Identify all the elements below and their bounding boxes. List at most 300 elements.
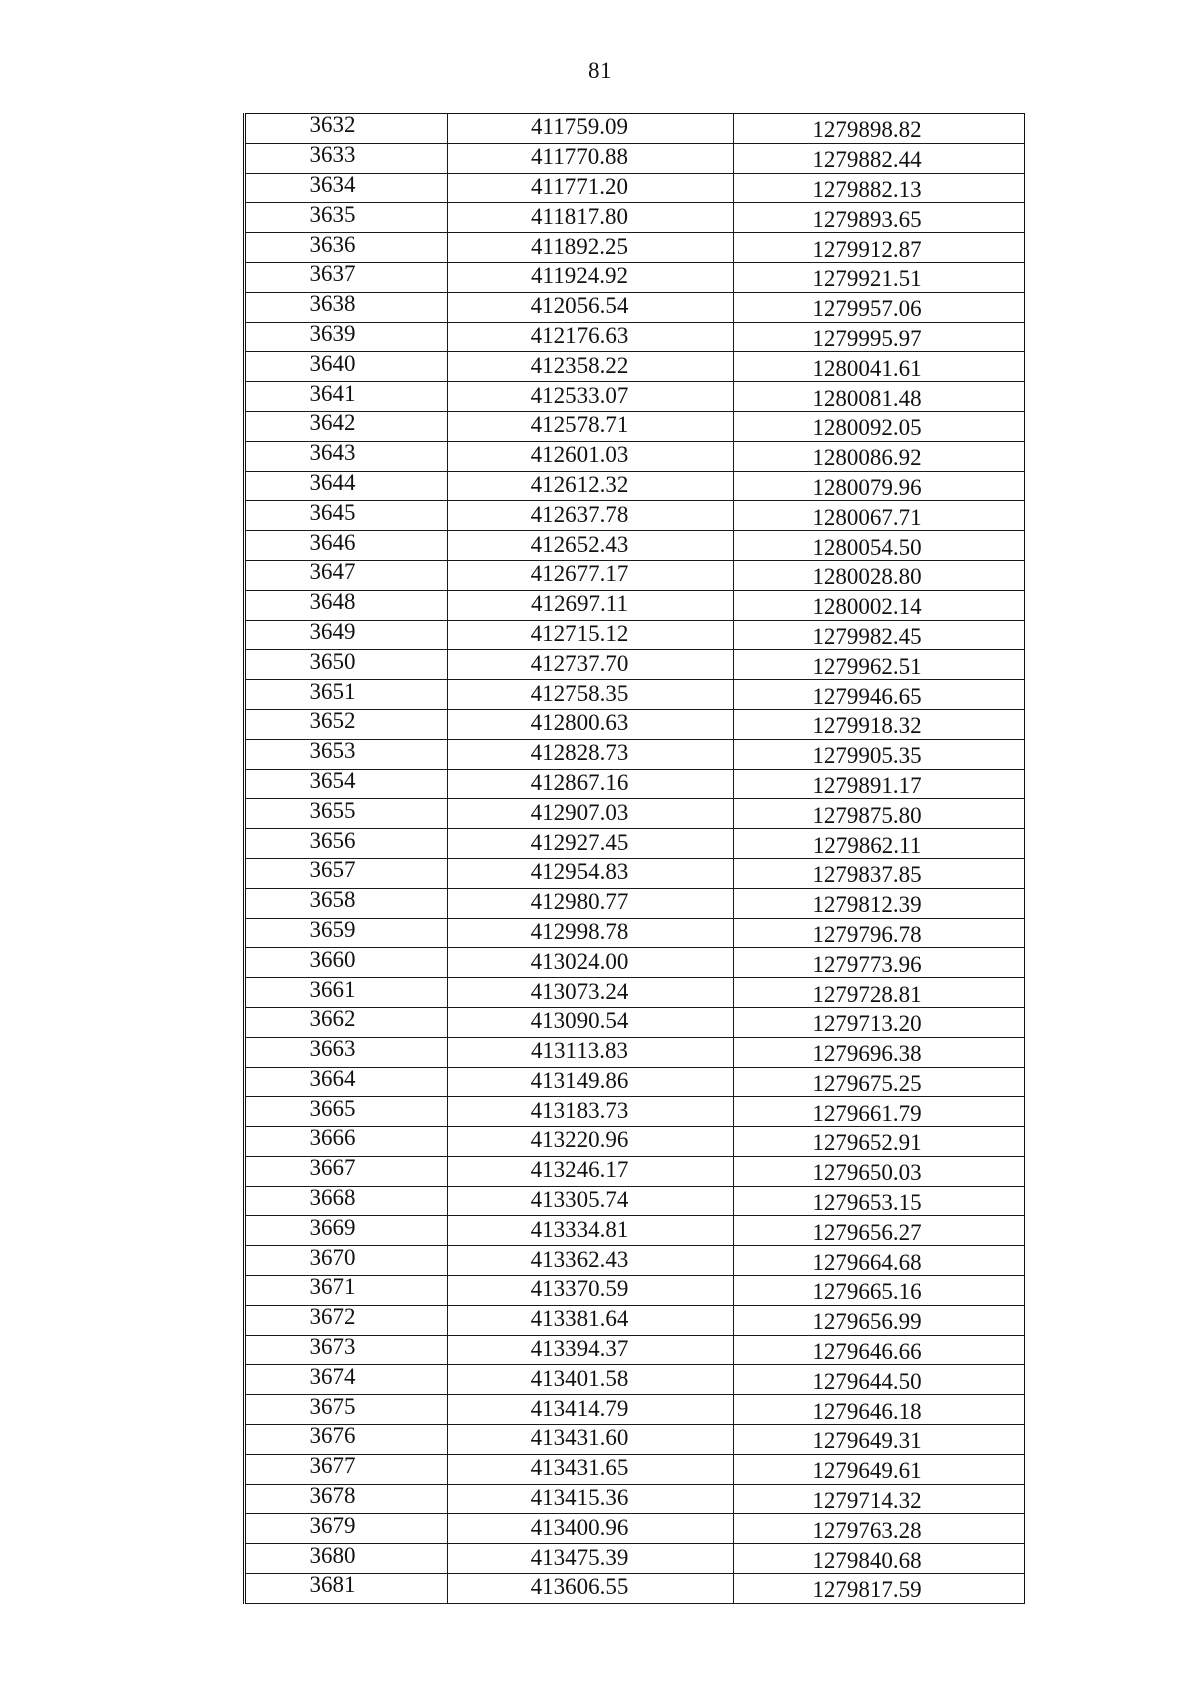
point-number-cell xyxy=(245,173,448,203)
table-row xyxy=(245,1544,1025,1574)
cell-value: 413381.64 xyxy=(530,1306,629,1332)
x-coordinate-cell xyxy=(448,978,734,1008)
point-number-cell xyxy=(245,1216,448,1246)
y-coordinate-cell xyxy=(734,1037,1025,1067)
cell-value: 412697.11 xyxy=(531,591,628,617)
x-coordinate-cell xyxy=(448,709,734,739)
y-coordinate-cell xyxy=(734,292,1025,322)
y-coordinate-cell xyxy=(734,1544,1025,1574)
table-row xyxy=(245,501,1025,531)
point-number-cell xyxy=(245,531,448,561)
cell-value: 3640 xyxy=(309,351,356,376)
cell-value: 1280041.61 xyxy=(812,355,922,381)
cell-value: 413415.36 xyxy=(530,1485,629,1511)
x-coordinate-cell xyxy=(448,203,734,233)
cell-value: 1279675.25 xyxy=(812,1070,922,1096)
x-coordinate-cell xyxy=(448,471,734,501)
y-coordinate-cell xyxy=(734,1156,1025,1186)
cell-value: 3679 xyxy=(309,1513,356,1538)
cell-value: 3669 xyxy=(309,1215,356,1240)
cell-value: 1279921.51 xyxy=(812,266,922,292)
x-coordinate-cell xyxy=(448,114,734,144)
x-coordinate-cell xyxy=(448,382,734,412)
cell-value: 1279714.32 xyxy=(812,1488,922,1514)
y-coordinate-cell xyxy=(734,829,1025,859)
cell-value: 1279882.44 xyxy=(812,147,922,173)
cell-value: 3653 xyxy=(309,739,356,764)
cell-value: 411892.25 xyxy=(531,233,628,259)
y-coordinate-cell xyxy=(734,173,1025,203)
x-coordinate-cell xyxy=(448,1365,734,1395)
coordinates-table xyxy=(243,113,1025,1604)
point-number-cell xyxy=(245,978,448,1008)
table-row xyxy=(245,292,1025,322)
table-row xyxy=(245,262,1025,292)
cell-value: 3659 xyxy=(309,918,356,942)
point-number-cell xyxy=(245,888,448,918)
point-number-cell xyxy=(245,292,448,322)
coordinates-table-body xyxy=(245,114,1025,1604)
y-coordinate-cell xyxy=(734,1335,1025,1365)
cell-value: 1280092.05 xyxy=(812,415,922,441)
cell-value: 1279665.16 xyxy=(812,1279,922,1305)
cell-value: 1279652.91 xyxy=(812,1130,922,1156)
y-coordinate-cell xyxy=(734,203,1025,233)
y-coordinate-cell xyxy=(734,471,1025,501)
point-number-cell xyxy=(245,1305,448,1335)
x-coordinate-cell xyxy=(448,1425,734,1455)
table-row xyxy=(245,799,1025,829)
table-row xyxy=(245,590,1025,620)
cell-value: 1279982.45 xyxy=(812,623,922,649)
cell-value: 413113.83 xyxy=(531,1038,628,1064)
cell-value: 1279912.87 xyxy=(812,236,922,262)
cell-value: 413246.17 xyxy=(530,1157,629,1183)
point-number-cell xyxy=(245,1156,448,1186)
cell-value: 3667 xyxy=(309,1156,356,1181)
cell-value: 3641 xyxy=(309,381,356,406)
cell-value: 3636 xyxy=(309,232,356,257)
cell-value: 1280079.96 xyxy=(812,474,922,500)
cell-value: 412637.78 xyxy=(530,501,629,527)
point-number-cell xyxy=(245,1186,448,1216)
table-row xyxy=(245,918,1025,948)
cell-value: 3660 xyxy=(309,947,356,972)
y-coordinate-cell xyxy=(734,769,1025,799)
cell-value: 3649 xyxy=(309,620,356,644)
point-number-cell xyxy=(245,262,448,292)
point-number-cell xyxy=(245,1127,448,1157)
cell-value: 1279646.66 xyxy=(812,1339,922,1365)
y-coordinate-cell xyxy=(734,501,1025,531)
cell-value: 3655 xyxy=(309,798,356,823)
table-row xyxy=(245,948,1025,978)
y-coordinate-cell xyxy=(734,590,1025,620)
x-coordinate-cell xyxy=(448,441,734,471)
cell-value: 1279773.96 xyxy=(812,951,922,977)
y-coordinate-cell xyxy=(734,1484,1025,1514)
cell-value: 3674 xyxy=(309,1364,356,1389)
cell-value: 3680 xyxy=(309,1543,356,1568)
cell-value: 411770.88 xyxy=(531,144,628,170)
cell-value: 413400.96 xyxy=(530,1514,629,1540)
y-coordinate-cell xyxy=(734,1186,1025,1216)
cell-value: 1280086.92 xyxy=(812,445,922,471)
cell-value: 413220.96 xyxy=(530,1127,629,1153)
point-number-cell xyxy=(245,501,448,531)
point-number-cell xyxy=(245,411,448,441)
cell-value: 1279664.68 xyxy=(812,1249,922,1275)
y-coordinate-cell xyxy=(734,411,1025,441)
point-number-cell xyxy=(245,203,448,233)
cell-value: 413475.39 xyxy=(530,1544,629,1570)
cell-value: 1279649.31 xyxy=(812,1428,922,1454)
table-row xyxy=(245,1186,1025,1216)
y-coordinate-cell xyxy=(734,1097,1025,1127)
table-row xyxy=(245,173,1025,203)
cell-value: 1279957.06 xyxy=(812,296,922,322)
cell-value: 3663 xyxy=(309,1037,356,1062)
table-row xyxy=(245,143,1025,173)
point-number-cell xyxy=(245,560,448,590)
cell-value: 1280028.80 xyxy=(812,564,922,590)
x-coordinate-cell xyxy=(448,1276,734,1306)
cell-value: 3661 xyxy=(309,977,356,1002)
y-coordinate-cell xyxy=(734,1395,1025,1425)
cell-value: 3638 xyxy=(309,292,356,317)
y-coordinate-cell xyxy=(734,1365,1025,1395)
cell-value: 412176.63 xyxy=(530,322,629,348)
y-coordinate-cell xyxy=(734,531,1025,561)
y-coordinate-cell xyxy=(734,143,1025,173)
x-coordinate-cell xyxy=(448,233,734,263)
y-coordinate-cell xyxy=(734,1127,1025,1157)
table-row xyxy=(245,1216,1025,1246)
x-coordinate-cell xyxy=(448,1156,734,1186)
cell-value: 413431.65 xyxy=(530,1455,629,1481)
point-number-cell xyxy=(245,471,448,501)
cell-value: 3675 xyxy=(309,1394,356,1419)
table-row xyxy=(245,680,1025,710)
cell-value: 411924.92 xyxy=(531,263,628,289)
cell-value: 411759.09 xyxy=(531,114,628,140)
cell-value: 1279728.81 xyxy=(812,981,922,1007)
y-coordinate-cell xyxy=(734,1454,1025,1484)
x-coordinate-cell xyxy=(448,1574,734,1604)
point-number-cell xyxy=(245,948,448,978)
cell-value: 1279962.51 xyxy=(812,653,922,679)
cell-value: 1279812.39 xyxy=(812,892,922,918)
x-coordinate-cell xyxy=(448,829,734,859)
cell-value: 1279862.11 xyxy=(812,832,922,858)
point-number-cell xyxy=(245,114,448,144)
y-coordinate-cell xyxy=(734,382,1025,412)
x-coordinate-cell xyxy=(448,739,734,769)
cell-value: 413073.24 xyxy=(530,978,629,1004)
y-coordinate-cell xyxy=(734,352,1025,382)
x-coordinate-cell xyxy=(448,620,734,650)
y-coordinate-cell xyxy=(734,262,1025,292)
cell-value: 3678 xyxy=(309,1484,356,1509)
y-coordinate-cell xyxy=(734,650,1025,680)
table-row xyxy=(245,1007,1025,1037)
table-row xyxy=(245,829,1025,859)
x-coordinate-cell xyxy=(448,680,734,710)
cell-value: 413305.74 xyxy=(530,1187,629,1213)
point-number-cell xyxy=(245,590,448,620)
y-coordinate-cell xyxy=(734,799,1025,829)
point-number-cell xyxy=(245,1425,448,1455)
cell-value: 3647 xyxy=(309,560,356,585)
cell-value: 412677.17 xyxy=(530,561,629,587)
cell-value: 1279644.50 xyxy=(812,1368,922,1394)
y-coordinate-cell xyxy=(734,680,1025,710)
y-coordinate-cell xyxy=(734,948,1025,978)
cell-value: 3664 xyxy=(309,1067,356,1091)
cell-value: 3656 xyxy=(309,828,356,853)
y-coordinate-cell xyxy=(734,1216,1025,1246)
cell-value: 413414.79 xyxy=(530,1395,629,1421)
x-coordinate-cell xyxy=(448,531,734,561)
cell-value: 3642 xyxy=(309,411,356,436)
cell-value: 1279875.80 xyxy=(812,802,922,828)
cell-value: 412056.54 xyxy=(530,293,629,319)
cell-value: 3651 xyxy=(309,679,356,704)
y-coordinate-cell xyxy=(734,1067,1025,1097)
table-row xyxy=(245,1395,1025,1425)
cell-value: 1279893.65 xyxy=(812,206,922,232)
table-row xyxy=(245,650,1025,680)
x-coordinate-cell xyxy=(448,322,734,352)
y-coordinate-cell xyxy=(734,978,1025,1008)
cell-value: 3670 xyxy=(309,1245,356,1270)
cell-value: 3672 xyxy=(309,1305,356,1330)
y-coordinate-cell xyxy=(734,858,1025,888)
x-coordinate-cell xyxy=(448,1037,734,1067)
point-number-cell xyxy=(245,1574,448,1604)
x-coordinate-cell xyxy=(448,1067,734,1097)
x-coordinate-cell xyxy=(448,888,734,918)
cell-value: 1279650.03 xyxy=(812,1160,922,1186)
cell-value: 3632 xyxy=(309,113,356,138)
table-row xyxy=(245,531,1025,561)
y-coordinate-cell xyxy=(734,739,1025,769)
cell-value: 1280067.71 xyxy=(812,504,922,530)
point-number-cell xyxy=(245,1037,448,1067)
table-row xyxy=(245,322,1025,352)
cell-value: 1280002.14 xyxy=(812,594,922,620)
cell-value: 3633 xyxy=(309,143,356,168)
point-number-cell xyxy=(245,739,448,769)
point-number-cell xyxy=(245,1454,448,1484)
cell-value: 3635 xyxy=(309,202,356,227)
table-row xyxy=(245,888,1025,918)
cell-value: 413362.43 xyxy=(530,1246,629,1272)
point-number-cell xyxy=(245,1365,448,1395)
cell-value: 1279840.68 xyxy=(812,1547,922,1573)
x-coordinate-cell xyxy=(448,501,734,531)
table-row xyxy=(245,1454,1025,1484)
table-row xyxy=(245,620,1025,650)
x-coordinate-cell xyxy=(448,1186,734,1216)
table-row xyxy=(245,1156,1025,1186)
cell-value: 3665 xyxy=(309,1096,356,1121)
cell-value: 3637 xyxy=(309,262,356,287)
table-row xyxy=(245,1574,1025,1604)
cell-value: 3654 xyxy=(309,769,356,793)
page-number: 81 xyxy=(588,58,612,83)
point-number-cell xyxy=(245,1484,448,1514)
cell-value: 412758.35 xyxy=(530,680,629,706)
cell-value: 1279891.17 xyxy=(812,772,922,798)
y-coordinate-cell xyxy=(734,1246,1025,1276)
cell-value: 412998.78 xyxy=(530,918,629,944)
table-row xyxy=(245,1335,1025,1365)
cell-value: 3658 xyxy=(309,888,356,913)
cell-value: 1279649.61 xyxy=(812,1458,922,1484)
point-number-cell xyxy=(245,680,448,710)
point-number-cell xyxy=(245,799,448,829)
table-row xyxy=(245,1484,1025,1514)
cell-value: 412867.16 xyxy=(530,769,629,795)
table-row xyxy=(245,1514,1025,1544)
cell-value: 1280081.48 xyxy=(812,385,922,411)
cell-value: 3676 xyxy=(309,1424,356,1449)
cell-value: 1279796.78 xyxy=(812,921,922,947)
table-row xyxy=(245,1425,1025,1455)
x-coordinate-cell xyxy=(448,1127,734,1157)
cell-value: 412927.45 xyxy=(530,829,629,855)
x-coordinate-cell xyxy=(448,411,734,441)
cell-value: 1279837.85 xyxy=(812,862,922,888)
cell-value: 413394.37 xyxy=(530,1336,629,1362)
cell-value: 1279918.32 xyxy=(812,713,922,739)
table-row xyxy=(245,560,1025,590)
point-number-cell xyxy=(245,1007,448,1037)
point-number-cell xyxy=(245,918,448,948)
cell-value: 412907.03 xyxy=(530,799,629,825)
y-coordinate-cell xyxy=(734,1007,1025,1037)
cell-value: 1279653.15 xyxy=(812,1190,922,1216)
cell-value: 1279646.18 xyxy=(812,1398,922,1424)
y-coordinate-cell xyxy=(734,918,1025,948)
point-number-cell xyxy=(245,143,448,173)
y-coordinate-cell xyxy=(734,888,1025,918)
cell-value: 1279656.99 xyxy=(812,1309,922,1335)
cell-value: 413024.00 xyxy=(530,948,629,974)
cell-value: 3666 xyxy=(309,1126,356,1151)
x-coordinate-cell xyxy=(448,1514,734,1544)
x-coordinate-cell xyxy=(448,1007,734,1037)
point-number-cell xyxy=(245,1246,448,1276)
cell-value: 3639 xyxy=(309,322,356,346)
table-row xyxy=(245,1037,1025,1067)
table-row xyxy=(245,739,1025,769)
cell-value: 413183.73 xyxy=(530,1097,629,1123)
cell-value: 1279696.38 xyxy=(812,1041,922,1067)
cell-value: 3652 xyxy=(309,709,356,734)
point-number-cell xyxy=(245,1276,448,1306)
point-number-cell xyxy=(245,1097,448,1127)
x-coordinate-cell xyxy=(448,1216,734,1246)
cell-value: 1279946.65 xyxy=(812,683,922,709)
y-coordinate-cell xyxy=(734,620,1025,650)
cell-value: 412737.70 xyxy=(530,650,629,676)
cell-value: 3671 xyxy=(309,1275,356,1300)
x-coordinate-cell xyxy=(448,292,734,322)
cell-value: 1279898.82 xyxy=(812,117,922,143)
cell-value: 1279763.28 xyxy=(812,1517,922,1543)
y-coordinate-cell xyxy=(734,1574,1025,1604)
x-coordinate-cell xyxy=(448,858,734,888)
table-row xyxy=(245,352,1025,382)
point-number-cell xyxy=(245,1067,448,1097)
table-row xyxy=(245,1067,1025,1097)
x-coordinate-cell xyxy=(448,590,734,620)
table-row xyxy=(245,382,1025,412)
point-number-cell xyxy=(245,709,448,739)
table-row xyxy=(245,114,1025,144)
table-row xyxy=(245,203,1025,233)
cell-value: 3644 xyxy=(309,471,356,495)
cell-value: 1279995.97 xyxy=(812,325,922,351)
table-row xyxy=(245,471,1025,501)
y-coordinate-cell xyxy=(734,1276,1025,1306)
cell-value: 3681 xyxy=(309,1573,356,1598)
y-coordinate-cell xyxy=(734,1305,1025,1335)
table-row xyxy=(245,1127,1025,1157)
x-coordinate-cell xyxy=(448,918,734,948)
cell-value: 412533.07 xyxy=(530,382,629,408)
table-row xyxy=(245,441,1025,471)
cell-value: 1280054.50 xyxy=(812,534,922,560)
x-coordinate-cell xyxy=(448,352,734,382)
cell-value: 3677 xyxy=(309,1454,356,1479)
point-number-cell xyxy=(245,650,448,680)
table-row xyxy=(245,1097,1025,1127)
cell-value: 413149.86 xyxy=(530,1067,629,1093)
cell-value: 3673 xyxy=(309,1335,356,1360)
x-coordinate-cell xyxy=(448,1335,734,1365)
cell-value: 3643 xyxy=(309,441,356,466)
cell-value: 412828.73 xyxy=(530,740,629,766)
point-number-cell xyxy=(245,1335,448,1365)
x-coordinate-cell xyxy=(448,262,734,292)
y-coordinate-cell xyxy=(734,233,1025,263)
y-coordinate-cell xyxy=(734,1425,1025,1455)
y-coordinate-cell xyxy=(734,322,1025,352)
cell-value: 1279817.59 xyxy=(812,1577,922,1603)
cell-value: 411817.80 xyxy=(531,203,628,229)
cell-value: 1279882.13 xyxy=(812,176,922,202)
x-coordinate-cell xyxy=(448,1246,734,1276)
cell-value: 412715.12 xyxy=(530,620,629,646)
y-coordinate-cell xyxy=(734,441,1025,471)
x-coordinate-cell xyxy=(448,173,734,203)
cell-value: 412612.32 xyxy=(530,471,629,497)
point-number-cell xyxy=(245,858,448,888)
table-row xyxy=(245,1246,1025,1276)
table-row xyxy=(245,1305,1025,1335)
point-number-cell xyxy=(245,769,448,799)
cell-value: 3662 xyxy=(309,1007,356,1032)
y-coordinate-cell xyxy=(734,560,1025,590)
cell-value: 412578.71 xyxy=(530,412,629,438)
cell-value: 412358.22 xyxy=(530,352,629,378)
cell-value: 412652.43 xyxy=(530,531,629,557)
cell-value: 413334.81 xyxy=(530,1216,629,1242)
cell-value: 412954.83 xyxy=(530,859,629,885)
